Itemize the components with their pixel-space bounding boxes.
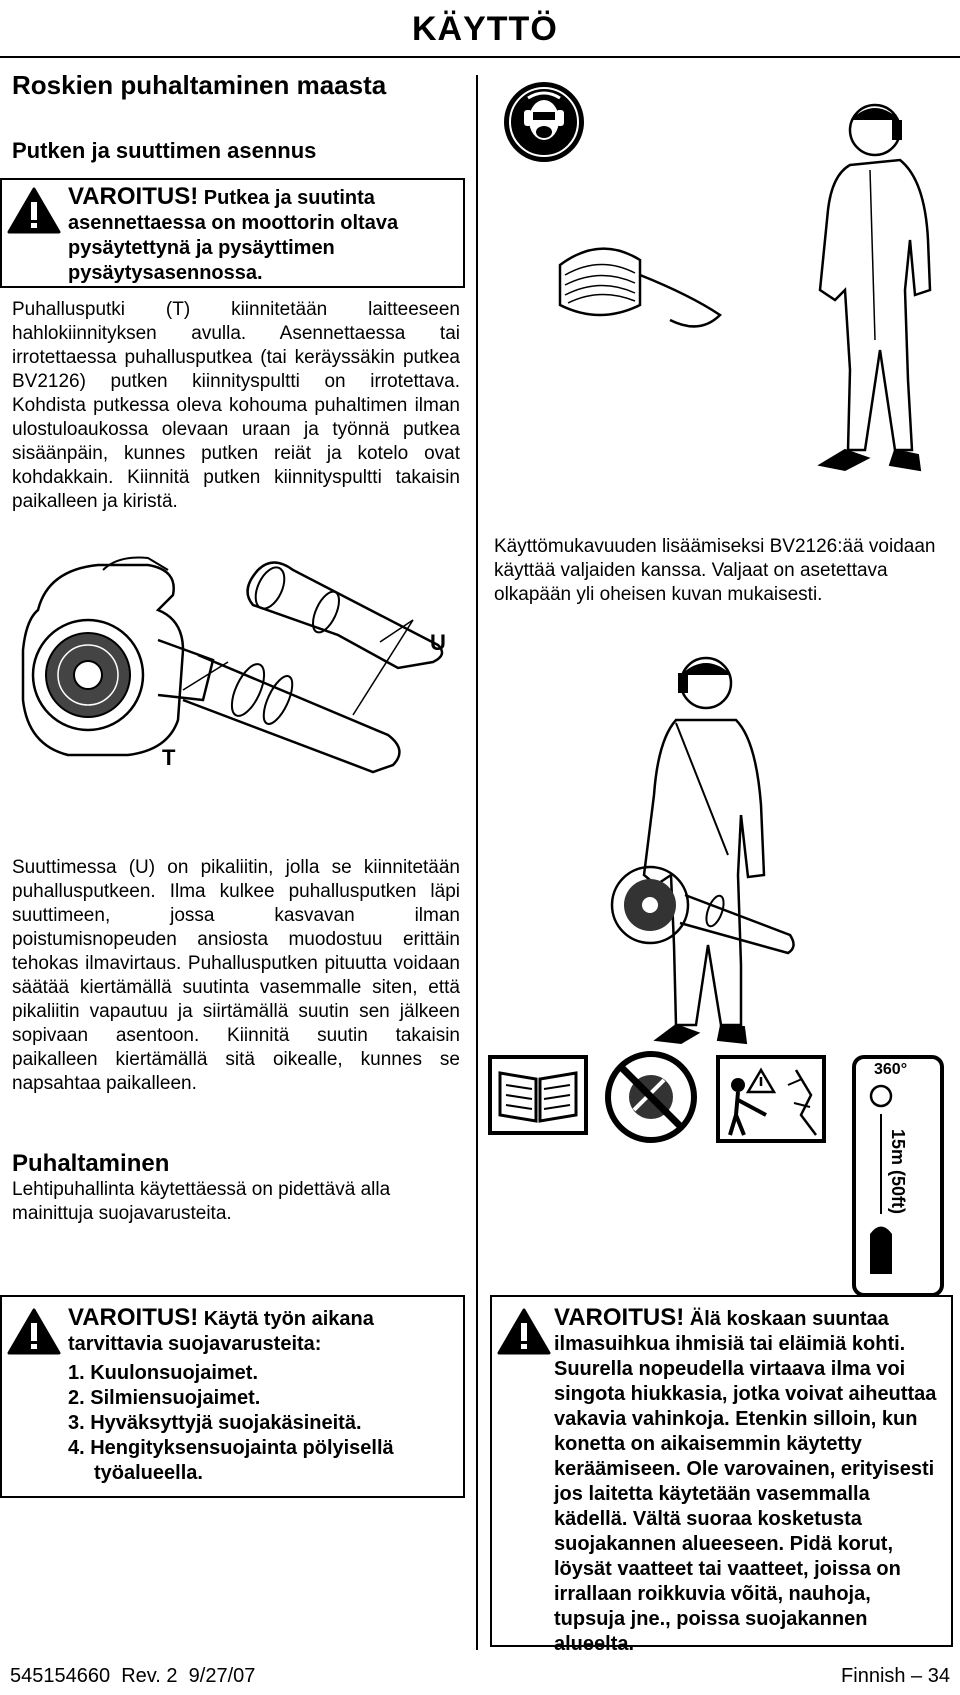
warning-triangle-icon	[496, 1307, 552, 1357]
warning-box-protective-equipment	[0, 1295, 465, 1498]
list-item: 4. Hengityksensuojainta pölyisellä työalueella.	[68, 1437, 394, 1484]
column-divider	[476, 75, 478, 1650]
figure-label-t: T	[162, 745, 176, 770]
worker-with-harness-illustration	[636, 645, 786, 1055]
warning-triangle-icon	[6, 186, 62, 236]
blowing-text: Lehtipuhallinta käytettäessä on pidettävä alla mainittuja suojavarusteita.	[12, 1179, 391, 1224]
hazard-operator-icon	[716, 1055, 826, 1143]
list-item: 3. Hyväksyttyjä suojakäsineitä.	[68, 1412, 362, 1434]
warning1-body: Putkea ja suutinta asennettaessa on moottorin oltava pysäytettynä ja pysäyttimen pysäytysasennossa.	[68, 187, 399, 284]
figure-label-u: U	[430, 630, 446, 655]
doc-reference: 545154660 Rev. 2 9/27/07	[10, 1665, 256, 1687]
angle-label: 360°	[874, 1061, 908, 1078]
subsection-title: Putken ja suuttimen asennus	[12, 138, 317, 163]
warning-box-air-jet	[490, 1295, 953, 1655]
ppe-symbol-icon	[502, 80, 587, 165]
tube-install-paragraph: Puhallusputki (T) kiinnitetään laitteeseen hahlokiinnityksen avulla. Asennettaessa tai irrotettaessa puhallusputkea (tai keräyssäkin putkea BV2126) putken kiinnityspultti on irrotettava. Kohdista putkessa oleva kohouma puhaltimen ilman ulostuloaukossa olevaan uraan ja työnnä putkea sisäänpäin, kunnes putken reiät ja kotelo ovat kohdakkain. Kiinnitä putken kiinnityspultti takaisin paikalleen ja kiristä.	[12, 299, 460, 512]
harness-paragraph: Käyttömukavuuden lisäämiseksi BV2126:ää voidaan käyttää valjaiden kanssa. Valjaat on asetettava olkapään yli oheisen kuvan mukaisesti.	[494, 536, 936, 605]
section-title: Roskien puhaltaminen maasta	[12, 70, 387, 100]
warning2-keyword: VAROITUS!	[68, 1304, 199, 1331]
dust-mask-illustration	[540, 235, 740, 345]
page-title: KÄYTTÖ	[412, 10, 558, 48]
warning1-keyword: VAROITUS!	[68, 183, 199, 210]
warning3-text	[554, 1305, 944, 1657]
safety-distance-symbol	[852, 1055, 944, 1297]
blower-tube-illustration	[8, 550, 448, 840]
nozzle-paragraph: Suuttimessa (U) on pikaliitin, jolla se kiinnitetään puhallusputkeen. Ilma kulkee puhallusputken läpi suuttimeen, jossa kasvavan ilman poistumisnopeuden ansiosta muodostuu erittäin tehokas ilmavirtaus. Puhallusputken pituutta voidaan säätää kiertämällä suutinta vasemmalle siten, että pikaliitin vapautuu ja siirtämällä suutin sen jälkeen sopivaan asentoon. Kiinnitä suutin takaisin paikalleen kiertämällä sitä oikealle, kunnes se napsahtaa paikalleen.	[12, 857, 460, 1094]
distance-label: 15m (50ft)	[888, 1129, 908, 1215]
warning2-intro: Käytä työn aikana tarvittavia suojavarusteita:	[68, 1308, 374, 1355]
warning-box-engine-off	[0, 178, 465, 288]
list-item: 1. Kuulonsuojaimet.	[68, 1362, 259, 1384]
warning1-text	[68, 184, 448, 286]
header-rule	[0, 56, 960, 58]
warning-triangle-icon	[6, 1307, 62, 1357]
protective-equipment-list	[68, 1361, 448, 1486]
warning3-keyword: VAROITUS!	[554, 1304, 685, 1331]
blowing-title: Puhaltaminen	[12, 1150, 170, 1177]
no-hand-in-fan-icon	[604, 1050, 699, 1145]
distance-person-icon	[866, 1084, 896, 1284]
warning3-body: Älä koskaan suuntaa ilmasuihkua ihmisiä tai eläimiä kohti. Suurella nopeudella virtaava ilma voi singota hiukkasia, jotka voivat aiheuttaa vakavia vahinkoja. Etenkin silloin, kun konetta on aikaisemmin käytetty keräämiseen. Ole varovainen, erityisesti jos laitetta käytetään vasemmalla kädellä. Vältä suoraa kosketusta suojakannen alueeseen. Pidä korut, löysät vaatteet tai vaatteet, joissa on irrallaan roikkuvia võitä, nauhoja, tupsuja jne., poissa suojakannen alueelta.	[554, 1308, 937, 1655]
read-manual-icon	[488, 1055, 588, 1135]
held-blower-illustration	[610, 855, 800, 975]
page-number: Finnish – 34	[841, 1665, 950, 1687]
list-item: 2. Silmiensuojaimet.	[68, 1387, 261, 1409]
warning2-text	[68, 1305, 448, 1486]
worker-protective-gear-illustration	[780, 90, 940, 510]
